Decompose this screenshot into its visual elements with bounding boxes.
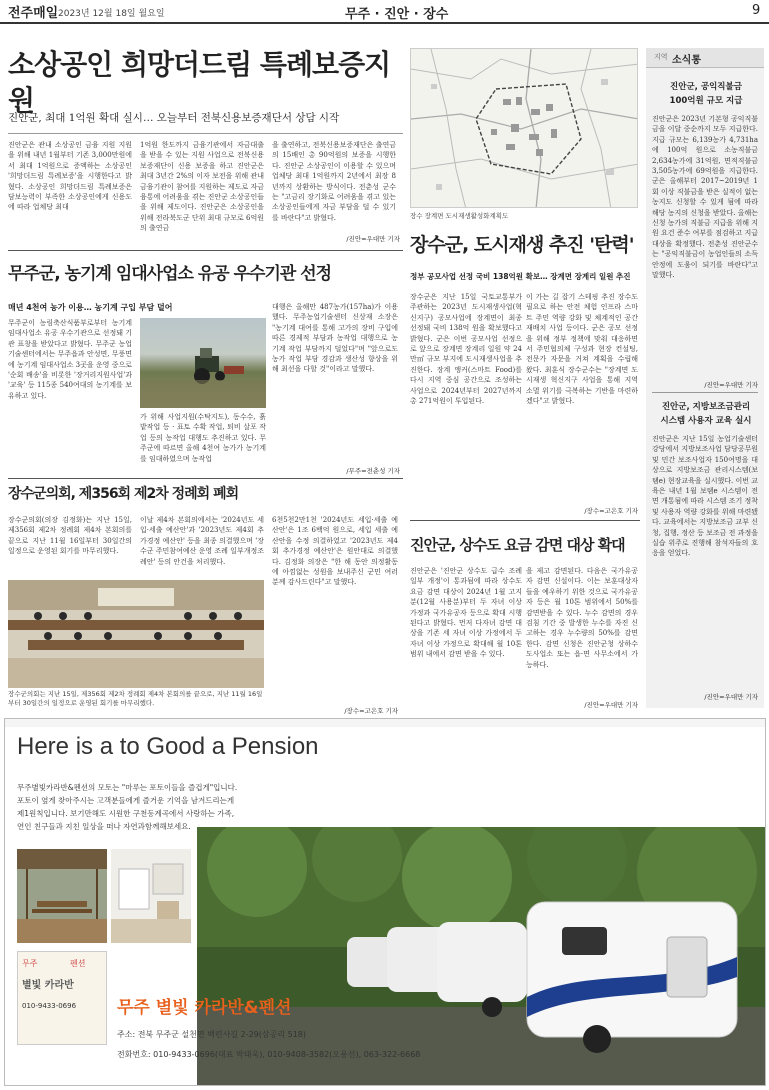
article4-byline: /장수=고은호 기자 [344, 707, 398, 715]
article4-col3: 6천5천2만1천 '2024년도 세입·세출 예산안'은 1조 6백억 원으로, 세입 세출 예산안을 수정 의결하였고 '2023년도 제4회 추가경정 예산안'은 원안대로 의결했다. 김정화 의장은 "한 해 동안 의정활동에 아낌없는 성원을 보내주신 군민 여러분께 감사드린다"고 말했다. [272, 516, 398, 587]
article3-col1: 장수군은 지난 15일 국토교통부가 주관하는 2023년 도시재생사업(혁신지구) 공모사업에 장계면이 최종 선정돼 국비 138억 원을 확보했다고 밝혔다. 군은 이번 공모사업 선정으로 앞으로 장계면 장계리 일원 약 24만㎡ 규모 부지에 도시재생사업을 추진한다. 장계 앵커(스마트 Food)를 다시 지역 중심 공간으로 조성하는 사업으로 2024년부터 2027년까지 총 271억원이 투입된다. [410, 293, 522, 406]
article3-byline: /장수=고은호 기자 [584, 507, 638, 515]
pension-advertisement [4, 718, 766, 1086]
article1-headline: 소상공인 희망더드림 특례보증지원 [8, 48, 391, 117]
article3-col2: 이 가는 길 잡기 스테핑 추진 장수도 필요로 하는 안전 체험 인프라 스마트 주민 역량 강화 및 체계적인 공간 재배치 사업 등이다. 군은 공모 선정을 위해 정부 정책에 맞춰 대응하면서 주민협의체 구성과 현장 컨설팅, 전문가 자문을 거쳐 계획을 수립해 왔다. 최훈식 장수군수는 "장계면 도시재생 혁신지구 사업을 통해 지역 소멸 위기를 극복하는 기반을 마련하겠다"고 밝혔다. [526, 293, 638, 406]
article1-byline: /진안=우대만 기자 [346, 235, 400, 243]
masthead: 전주매일 [8, 6, 59, 21]
urban-regeneration-map [410, 48, 638, 208]
article2-col3: 대행은 올해만 487농가(157ha)가 이용했다. 무주농업기술센터 신상재 소장은 "농기계 대여를 통해 고가의 장비 구입에 따른 경제적 부담과 농작업 대행으로 농기계 작업 부담까지 덜었다"며 "앞으로도 농가 작업 부담 경감과 생산성 향상을 위해 최선을 다할 것"이라고 말했다. [272, 303, 398, 374]
sidebar-item2-body: 진안군은 지난 15일 농업기술센터 강당에서 지방보조사업 담당공무원 및 민간 보조사업자 150여명을 대상으로 지방보조금 관리시스템(보탬e) 현장교육을 실시했다. 이번 교육은 내년 1월 보탬e 시스템이 전면 개통됨에 따라 시스템 조기 정착 및 사용자 역량 강화를 위해 마련됐다. 교육에서는 지방보조금 교부 신청, 집행, 정산 등 보조금 전 과정을 실습 위주로 진행해 참석자들의 호응을 얻었다. [652, 435, 758, 558]
sidebar-tag-title: 소식통 [672, 55, 701, 66]
sidebar-item2-title-line1: 진안군, 지방보조금관리 [661, 402, 751, 412]
tractor-photo [140, 318, 266, 408]
ad-interior-photo [111, 849, 191, 943]
sidebar-item1-title-line2: 100억원 규모 지급 [669, 96, 743, 106]
article1-col2: 1억원 한도까지 금융기관에서 자금대출을 받을 수 있는 지원 사업으로 전북신용보증재단이 신용 보증을 하고 진안군은 최대 3년간 2%의 이자 보전을 위해 관내 금융기관이 참여를 지원하는 제도로 자금 융통에 어려움을 겪는 진안군 소상공인들을 위해 제도이다. 진안군은 소상공인을 위해 전라북도군 단위 최대 규모로 6억원의 출연금 [140, 141, 264, 233]
sidebar-tag-label: 지역 [654, 53, 668, 61]
article5-col1: 진안군은 '진안군 상수도 급수 조례 일부 개정'이 통과됨에 따라 상수도 요금 감면 대상이 2024년 1월 고지분(12월 사용분)부터 두 자녀 이상 가정과 국가유공자 등으로 확대 시행된다고 밝혔다. 먼저 다자녀 감면 대상을 기존 세 자녀 이상 가정에서 두 자녀 이상 가정으로 확대해 월 10톤 범위 내에서 감면 받을 수 있다. [410, 567, 522, 659]
article2-col2: 가 위해 사업지원(수탁지도), 동수수, 흙밭작업 등 · 표토 수확 작업, 퇴비 살포 작업 등의 농작업 대행도 추진하고 있다. 무주군에 따르면 올해 4천여 농가가 농기계를 임대하였으며 농작업 [140, 413, 266, 463]
sidebar-item1-title-line1: 진안군, 공익직불금 [670, 82, 742, 92]
ad-sign-line3: 펜션 [70, 959, 86, 968]
ad-caravan-photo [197, 827, 765, 1085]
ad-address: 주소: 전북 무주군 설천면 백련사길 2-29(삼공리 518) [117, 1030, 306, 1039]
divider [410, 520, 640, 521]
article5-col2: 을 제고 감면된다. 다음은 국가유공자 감면 신설이다. 이는 보훈대상자들을 예우하기 위한 것으로 국가유공자 등은 월 10톤 범위에서 50%를 감면받을 수 있다. 누수 감면의 경우 검침 기간 중 발생한 누수를 자진 신고하는 경우 누수량의 50%를 감면한다. 감면 신청은 진안군청 상하수도사업소 또는 읍·면 사무소에서 가능하다. [526, 567, 638, 669]
article3-subhead: 정부 공모사업 선정 국비 138억원 확보… 장계면 장계리 일원 추진 [410, 272, 631, 281]
article4-headline: 장수군의회, 제356회 제2차 정례회 폐회 [8, 486, 239, 502]
article2-col1: 무주군이 농림축산식품부로부터 농기계 임대사업소 유공 우수기관으로 선정돼 기관 표창을 받았다고 밝혔다. 무주군 농업기술센터에서는 무주읍과 안성면, 무풍면에 농기계 임대사업소 3곳을 운영 중으로 '순회 배송'을 비롯한 '장거리지원사업'과 '교육' 등 115종 540여대의 농기계를 보유하고 있다. [8, 319, 132, 400]
divider [8, 250, 403, 251]
ad-intro [17, 781, 237, 833]
publication-date: 2023년 12월 18일 월요일 [58, 9, 165, 19]
sidebar-local-news [646, 48, 764, 708]
article1-col1: 진안군은 관내 소상공인 금융 지원 지원을 위해 내년 1월부터 기존 3,000만원에서 최대 1억원으로 증액하는 소상공인 '희망더드림 특례보증'을 시행한다고 밝혔다. 소상공인 희망더드림 특례보증은 담보능력이 부족한 소상공인에게 신용도에 따라 업체당 최대 [8, 141, 132, 212]
ad-sign-line2: 별빛 카라반 [22, 980, 74, 991]
sidebar-tag [646, 48, 764, 68]
ad-deck-photo [17, 849, 107, 943]
page-number: 9 [752, 3, 761, 18]
ad-sign-board [17, 951, 107, 1045]
divider [652, 392, 758, 393]
article2-subhead: 매년 4천여 농가 이용… 농기계 구입 부담 덜어 [8, 303, 173, 312]
article1-col3: 을 출연하고, 전북신용보증재단은 출연금의 15배인 총 90억원의 보증을 시행한다. 진안군 소상공인이 이용할 수 있으며 업체당 최대 1억원까지 2년에서 최장 8년까지 상환하는 방식이다. 전춘성 군수는 "고금리 장기화로 어려움을 겪고 있는 소상공인들에게 자금 부담을 덜 수 있기를 바란다"고 밝혔다. [272, 141, 396, 222]
ad-top-band [5, 719, 765, 727]
article5-byline: /진안=우대만 기자 [584, 701, 638, 709]
sidebar-item2-byline: /진안=우대만 기자 [704, 693, 758, 701]
ad-business-name: 무주 별빛 카라반&펜션 [117, 998, 292, 1018]
ad-intro-line: 무주별빛카라반&펜션의 모토는 "마루는 포토이들을 즐겁게"입니다. [17, 783, 238, 792]
article1-subhead: 진안군, 최대 1억원 확대 실시… 오늘부터 전북신용보증재단서 상담 시작 [8, 112, 340, 124]
page-header [0, 0, 769, 24]
ad-intro-line: 포토이 옆게 찾아주시는 고객분들에게 즐거운 기억을 남겨드리는게 [17, 796, 235, 805]
ad-title: Here is a to Good a Pension [17, 733, 319, 760]
council-photo-caption: 장수군의회는 지난 15일, 제356회 제2차 정례회 제4차 본회의를 끝으로, 지난 11월 16일부터 30일간의 일정으로 운영된 회기를 마무리했다. [8, 690, 263, 707]
council-session-photo [8, 580, 264, 688]
divider [8, 478, 403, 479]
ad-intro-line: 연인 친구들과 지친 일상을 떠나 자연과함께해보세요. [17, 822, 191, 831]
ad-intro-line: 제1원칙입니다. 보기만해도 시원한 구천동계곡에서 사랑하는 가족, [17, 809, 235, 818]
article2-headline: 무주군, 농기계 임대사업소 유공 우수기관 선정 [8, 264, 332, 284]
ad-sign-line1: 무주 [22, 959, 38, 968]
article2-byline: /무주=전춘성 기자 [346, 467, 400, 475]
ad-sign-phone: 010-9433-0696 [22, 1002, 77, 1010]
map-caption: 장수 장계면 도시재생활성화계획도 [410, 212, 509, 220]
article4-col2: 이날 제4차 본회의에서는 '2024년도 세입·세출 예산안'과 '2023년도 제4회 추가경정 예산안' 등을 최종 의결했으며 '장수군 주민참여예산 운영 조례 일부개정조례안' 등의 안건을 처리했다. [140, 516, 264, 566]
sidebar-item1-byline: /진안=우대만 기자 [704, 381, 758, 389]
article5-headline: 진안군, 상수도 요금 감면 대상 확대 [410, 536, 625, 554]
divider [8, 133, 403, 134]
article4-col1: 장수군의회(의장 김정화)는 지난 15일, 제356회 제2차 정례회 제4차 본회의를 끝으로 지난 11월 16일부터 30일간의 일정으로 운영된 회기를 마무리했다. [8, 516, 132, 556]
sidebar-item2-title-line2: 시스템 사용자 교육 실시 [660, 416, 752, 426]
sidebar-item1-body: 진안군은 2023년 기본형 공익직불금을 이달 중순까지 모두 지급한다. 지급 규모는 6,139농가 4,731ha에 100억 원으로 소농직불금 2,634농가에 31억원, 면적직불금 3,505농가에 69억원을 지급한다. 군은 올해부터 2017~2019년 1회 이상 직불금을 받은 실적이 없는 농지도 신청할 수 있게 됨에 따라 해당 농지의 신청을 받았다. 올해는 신청 농가의 직불금 지급을 위해 지원 요건 준수 여부를 점검하고 지급 대상을 확정했다. 전춘성 진안군수는 "공익직불금이 농업인들의 소득 안정에 도움이 되기를 바란다"고 말했다. [652, 115, 758, 280]
section-title: 무주 · 진안 · 장수 [345, 7, 449, 22]
ad-phone: 전화번호: 010-9433-0696(대표 박태욱), 010-9408-3582(오용선), 063-322-6668 [117, 1050, 421, 1059]
article3-headline: 장수군, 도시재생 추진 '탄력' [410, 234, 634, 256]
